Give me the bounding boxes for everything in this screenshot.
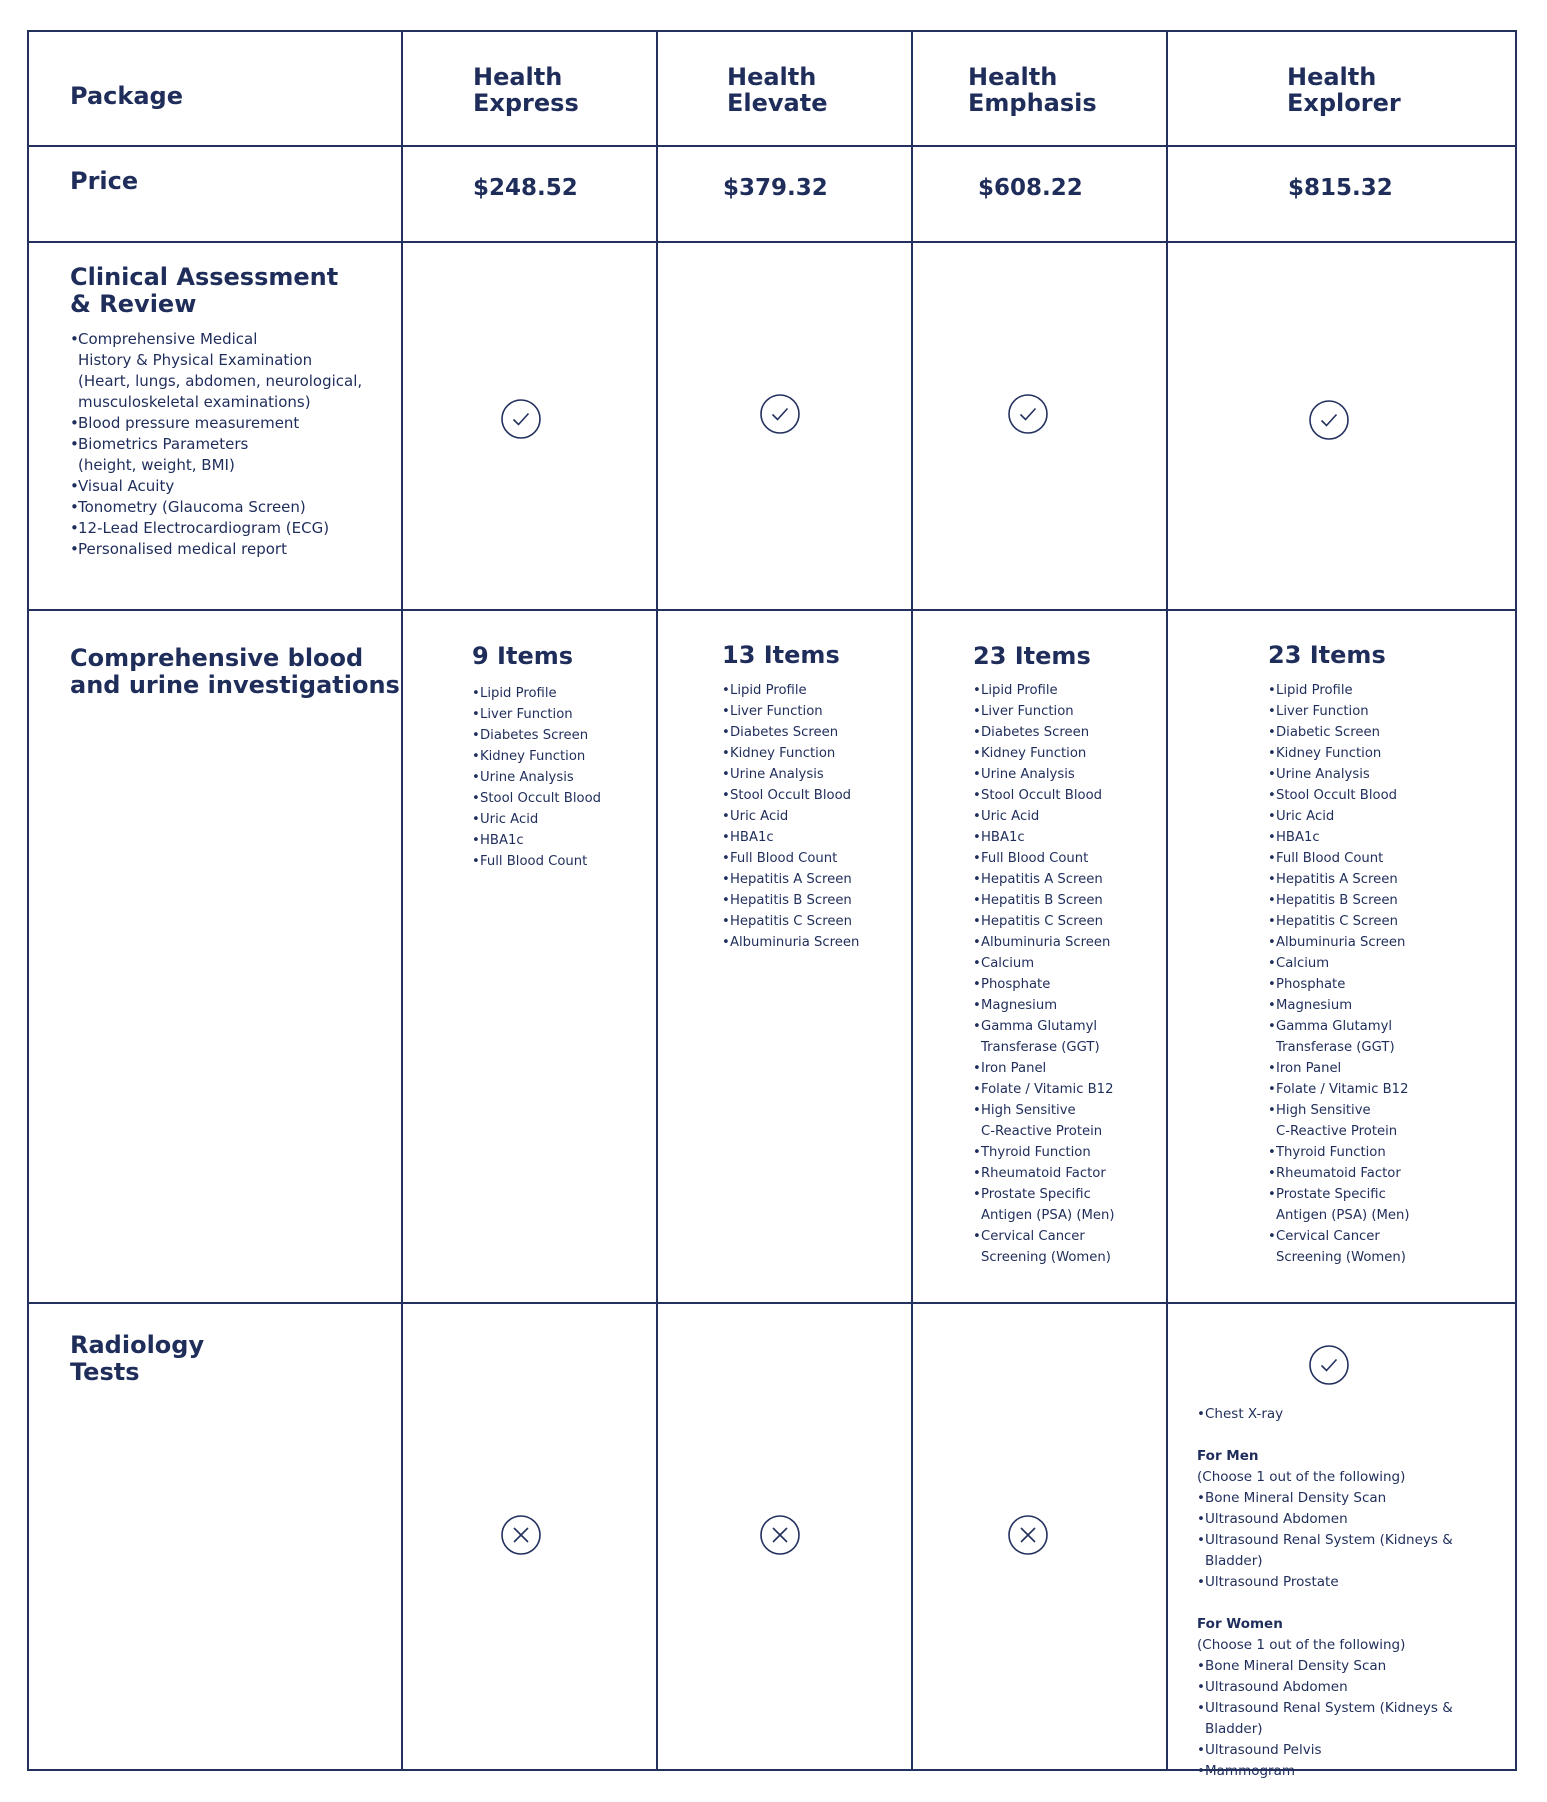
package-name-line2: Express (473, 89, 579, 117)
cross-icon (1008, 1515, 1048, 1555)
list-item: • Hepatitis C Screen (722, 911, 877, 932)
package-name-line1: Health (1287, 63, 1377, 91)
radiology-men-list (1197, 1488, 1512, 1593)
list-item: • Full Blood Count (472, 851, 622, 872)
list-item: • Tonometry (Glaucoma Screen) (70, 497, 370, 518)
item-count-explorer: 23 Items (1268, 641, 1386, 669)
blood-items-elevate (722, 680, 877, 953)
check-icon (1309, 1345, 1349, 1385)
list-item: • Ultrasound Renal System (Kidneys & Bladder) (1197, 1698, 1512, 1740)
list-item: • Bone Mineral Density Scan (1197, 1656, 1512, 1677)
list-item: • Full Blood Count (1268, 848, 1428, 869)
list-item: • Magnesium (1268, 995, 1428, 1016)
list-item: • Liver Function (722, 701, 877, 722)
list-item: • Uric Acid (1268, 806, 1428, 827)
list-item: • Thyroid Function (1268, 1142, 1428, 1163)
price-emphasis: $608.22 (978, 175, 1083, 201)
list-item: • Thyroid Function (973, 1142, 1128, 1163)
list-item: • Hepatitis B Screen (722, 890, 877, 911)
list-item: • HBA1c (973, 827, 1128, 848)
list-item: • Ultrasound Pelvis (1197, 1740, 1512, 1761)
list-item: • Cervical Cancer Screening (Women) (1268, 1226, 1428, 1268)
radiology-label (70, 1332, 204, 1386)
radiology-explorer-details (1197, 1404, 1512, 1782)
list-item: • Magnesium (973, 995, 1128, 1016)
radiology-women-list (1197, 1656, 1512, 1782)
clinical-items-list (70, 329, 370, 560)
item-count-elevate: 13 Items (722, 641, 840, 669)
list-item: • Kidney Function (1268, 743, 1428, 764)
list-item: • Hepatitis A Screen (1268, 869, 1428, 890)
clinical-label-line1: Clinical Assessment (70, 263, 339, 291)
list-item: • Ultrasound Renal System (Kidneys & Bladder) (1197, 1530, 1512, 1572)
list-item: • Kidney Function (973, 743, 1128, 764)
list-item: • Chest X-ray (1197, 1404, 1512, 1425)
list-item: • Rheumatoid Factor (973, 1163, 1128, 1184)
list-item: • Folate / Vitamic B12 (1268, 1079, 1428, 1100)
list-item: • Biometrics Parameters (height, weight, BMI) (70, 434, 370, 476)
list-item: • Uric Acid (973, 806, 1128, 827)
cross-icon (501, 1515, 541, 1555)
list-item: • Iron Panel (1268, 1058, 1428, 1079)
radiology-label-line1: Radiology (70, 1331, 205, 1359)
list-item: • Diabetes Screen (722, 722, 877, 743)
package-name-line1: Health (968, 63, 1058, 91)
for-women-note: (Choose 1 out of the following) (1197, 1637, 1406, 1653)
list-item: • Ultrasound Prostate (1197, 1572, 1512, 1593)
item-count-emphasis: 23 Items (973, 642, 1091, 670)
list-item: • Uric Acid (472, 809, 622, 830)
row-divider (29, 1302, 1515, 1304)
list-item: • Lipid Profile (1268, 680, 1428, 701)
list-item: • Liver Function (472, 704, 622, 725)
list-item: • Uric Acid (722, 806, 877, 827)
list-item: • Gamma Glutamyl Transferase (GGT) (973, 1016, 1128, 1058)
list-item: • Rheumatoid Factor (1268, 1163, 1428, 1184)
package-label: Package (70, 82, 183, 110)
list-item: • Phosphate (1268, 974, 1428, 995)
item-count-express: 9 Items (472, 642, 574, 670)
for-men-heading: For Men (1197, 1448, 1259, 1464)
list-item: • Iron Panel (973, 1058, 1128, 1079)
row-divider (29, 241, 1515, 243)
list-item: • Hepatitis C Screen (973, 911, 1128, 932)
price-express: $248.52 (473, 175, 578, 201)
list-item: • Liver Function (973, 701, 1128, 722)
package-header-elevate (727, 64, 828, 116)
list-item: • Calcium (973, 953, 1128, 974)
list-item: • Full Blood Count (973, 848, 1128, 869)
list-item: • HBA1c (722, 827, 877, 848)
list-item: • Lipid Profile (472, 683, 622, 704)
list-item: • Prostate Specific Antigen (PSA) (Men) (973, 1184, 1128, 1226)
list-item: • HBA1c (1268, 827, 1428, 848)
column-divider (1166, 32, 1168, 1769)
list-item: • Personalised medical report (70, 539, 370, 560)
list-item: • Stool Occult Blood (973, 785, 1128, 806)
row-divider (29, 145, 1515, 147)
list-item: • Ultrasound Abdomen (1197, 1509, 1512, 1530)
list-item: • Hepatitis C Screen (1268, 911, 1428, 932)
blood-items-explorer (1268, 680, 1428, 1268)
list-item: • Lipid Profile (973, 680, 1128, 701)
package-name-line1: Health (473, 63, 563, 91)
list-item: • High Sensitive C-Reactive Protein (973, 1100, 1128, 1142)
list-item: • Kidney Function (722, 743, 877, 764)
column-divider (911, 32, 913, 1769)
blood-items-express (472, 683, 622, 872)
list-item: • Urine Analysis (1268, 764, 1428, 785)
list-item: • Gamma Glutamyl Transferase (GGT) (1268, 1016, 1428, 1058)
price-explorer: $815.32 (1288, 175, 1393, 201)
list-item: • HBA1c (472, 830, 622, 851)
price-elevate: $379.32 (723, 175, 828, 201)
list-item: • Full Blood Count (722, 848, 877, 869)
price-label: Price (70, 167, 139, 195)
list-item: • Stool Occult Blood (1268, 785, 1428, 806)
list-item: • Kidney Function (472, 746, 622, 767)
list-item: • Diabetes Screen (472, 725, 622, 746)
list-item: • Blood pressure measurement (70, 413, 370, 434)
list-item: • Ultrasound Abdomen (1197, 1677, 1512, 1698)
list-item: • Prostate Specific Antigen (PSA) (Men) (1268, 1184, 1428, 1226)
list-item: • Urine Analysis (973, 764, 1128, 785)
package-header-express (473, 64, 579, 116)
list-item: • Hepatitis A Screen (973, 869, 1128, 890)
list-item: • Diabetic Screen (1268, 722, 1428, 743)
list-item: • Hepatitis B Screen (973, 890, 1128, 911)
check-icon (1008, 394, 1048, 434)
radiology-label-line2: Tests (70, 1358, 140, 1386)
clinical-label-line2: & Review (70, 290, 197, 318)
list-item: • Stool Occult Blood (722, 785, 877, 806)
list-item: • Hepatitis B Screen (1268, 890, 1428, 911)
list-item: • Phosphate (973, 974, 1128, 995)
package-header-explorer (1287, 64, 1401, 116)
list-item: • Liver Function (1268, 701, 1428, 722)
package-header-emphasis (968, 64, 1097, 116)
column-divider (656, 32, 658, 1769)
list-item: • Calcium (1268, 953, 1428, 974)
list-item: • Lipid Profile (722, 680, 877, 701)
package-name-line1: Health (727, 63, 817, 91)
check-icon (1309, 400, 1349, 440)
list-item: • Cervical Cancer Screening (Women) (973, 1226, 1128, 1268)
list-item: • Comprehensive Medical History & Physical Examination (Heart, lungs, abdomen, neurological, musculoskeletal examinations) (70, 329, 370, 413)
radiology-general-list (1197, 1404, 1512, 1425)
column-divider (401, 32, 403, 1769)
blood-label-line1: Comprehensive blood (70, 644, 364, 672)
blood-label-line2: and urine investigations (70, 671, 400, 699)
list-item: • Diabetes Screen (973, 722, 1128, 743)
list-item: • Urine Analysis (722, 764, 877, 785)
package-name-line2: Emphasis (968, 89, 1097, 117)
list-item: • Visual Acuity (70, 476, 370, 497)
list-item: • Stool Occult Blood (472, 788, 622, 809)
list-item: • Urine Analysis (472, 767, 622, 788)
list-item: • Hepatitis A Screen (722, 869, 877, 890)
list-item: • Albuminuria Screen (722, 932, 877, 953)
list-item: • Folate / Vitamic B12 (973, 1079, 1128, 1100)
list-item: • Bone Mineral Density Scan (1197, 1488, 1512, 1509)
check-icon (760, 394, 800, 434)
clinical-label (70, 264, 338, 318)
blood-items-emphasis (973, 680, 1128, 1268)
list-item: • 12-Lead Electrocardiogram (ECG) (70, 518, 370, 539)
list-item: • Albuminuria Screen (1268, 932, 1428, 953)
for-men-note: (Choose 1 out of the following) (1197, 1469, 1406, 1485)
package-name-line2: Explorer (1287, 89, 1401, 117)
blood-label (70, 645, 400, 699)
package-name-line2: Elevate (727, 89, 828, 117)
for-women-heading: For Women (1197, 1616, 1283, 1632)
cross-icon (760, 1515, 800, 1555)
list-item: • Mammogram (1197, 1761, 1512, 1782)
row-divider (29, 609, 1515, 611)
list-item: • High Sensitive C-Reactive Protein (1268, 1100, 1428, 1142)
list-item: • Albuminuria Screen (973, 932, 1128, 953)
check-icon (501, 399, 541, 439)
